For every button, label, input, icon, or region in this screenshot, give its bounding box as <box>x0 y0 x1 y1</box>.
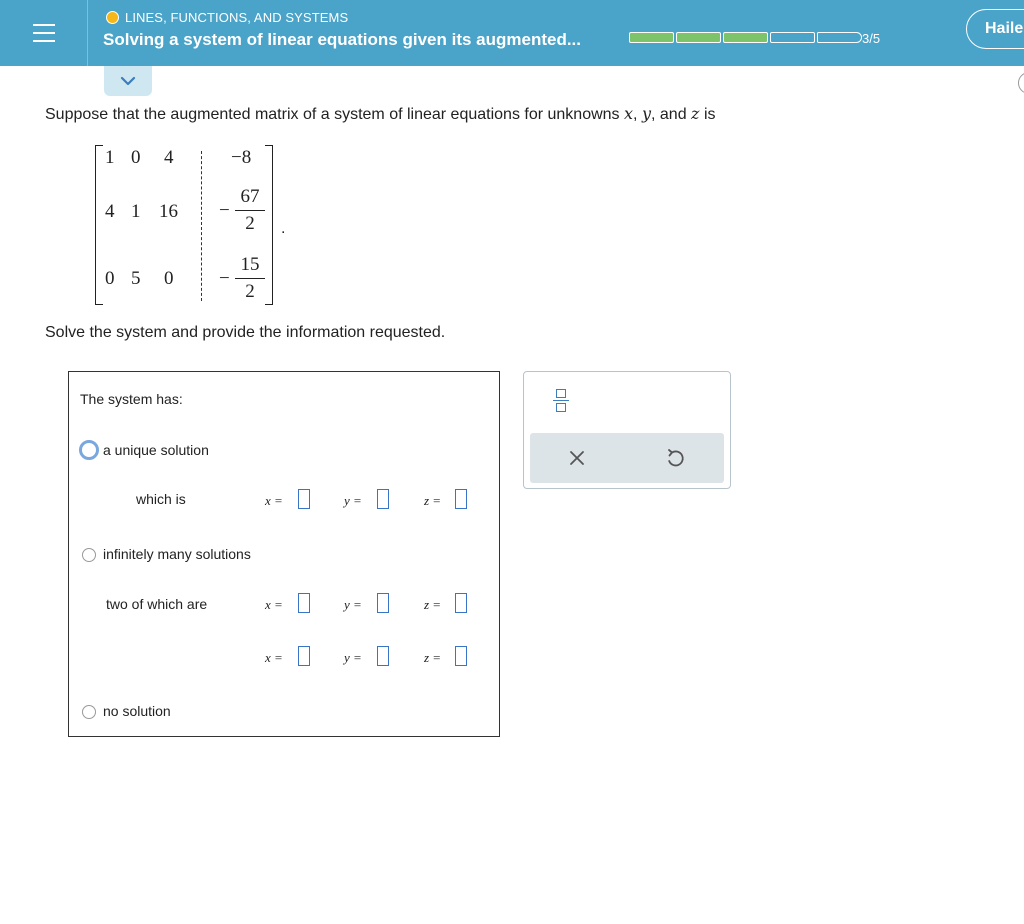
user-menu-button[interactable]: Haile <box>966 9 1024 49</box>
progress-segment <box>723 32 768 43</box>
unique-x-input[interactable] <box>298 489 310 509</box>
answer-panel <box>68 371 500 737</box>
progress-segment <box>817 32 862 43</box>
side-panel-toggle[interactable] <box>1018 72 1024 94</box>
matrix-aug-sign: − <box>219 268 230 289</box>
y-equals-label: y = <box>344 493 362 508</box>
progress-count: 3/5 <box>862 31 881 46</box>
close-icon <box>565 446 589 470</box>
which-is-label: which is <box>136 491 186 507</box>
y-equals-label: y = <box>344 650 362 665</box>
y-equals-label: y = <box>344 597 362 612</box>
matrix-cell: 0 <box>164 268 174 289</box>
fraction-numerator: 15 <box>240 254 260 275</box>
matrix-aug-cell: −8 <box>231 147 252 168</box>
instruction: Solve the system and provide the information requested. <box>45 324 446 341</box>
matrix-cell: 0 <box>105 268 115 289</box>
var-y: y <box>641 104 651 123</box>
z-equals-label: z = <box>424 650 442 665</box>
matrix-cell: 5 <box>131 268 141 289</box>
radio-no-solution[interactable] <box>82 705 96 719</box>
matrix-cell: 1 <box>131 201 141 222</box>
top-bar <box>0 0 1024 66</box>
matrix-cell: 0 <box>131 147 141 168</box>
two-of-which-label: two of which are <box>106 596 208 612</box>
matrix-cell: 4 <box>164 147 174 168</box>
progress-segment <box>676 32 721 43</box>
matrix-bracket-left <box>95 145 103 305</box>
unique-y-input[interactable] <box>377 489 389 509</box>
z-equals-label: z = <box>424 493 442 508</box>
chevron-down-icon <box>120 76 136 86</box>
undo-icon <box>663 446 687 470</box>
infinite-z2-input[interactable] <box>455 646 467 666</box>
topic-status-icon <box>106 11 119 24</box>
var-x: x <box>624 104 634 123</box>
page-title: Solving a system of linear equations given its augmented... <box>103 30 582 49</box>
matrix-cell: 16 <box>159 201 178 222</box>
progress-bar <box>629 32 864 43</box>
matrix-aug-sign: − <box>219 200 230 221</box>
fraction-denominator: 2 <box>245 213 255 234</box>
answer-heading: The system has: <box>80 391 183 407</box>
matrix-cell: 1 <box>105 147 115 168</box>
var-z: z <box>691 104 700 123</box>
menu-button[interactable] <box>0 0 88 66</box>
infinite-z1-input[interactable] <box>455 593 467 613</box>
option-label-none: no solution <box>103 703 171 719</box>
unique-z-input[interactable] <box>455 489 467 509</box>
hamburger-icon <box>33 21 55 45</box>
matrix-cell: 4 <box>105 201 115 222</box>
infinite-y2-input[interactable] <box>377 646 389 666</box>
question-intro <box>45 104 716 124</box>
collapse-header-button[interactable] <box>104 66 152 96</box>
augment-divider <box>201 151 202 301</box>
fraction-denominator: 2 <box>245 281 255 302</box>
undo-button[interactable] <box>663 446 687 470</box>
option-label-infinite: infinitely many solutions <box>103 546 251 562</box>
infinite-y1-input[interactable] <box>377 593 389 613</box>
progress-segment <box>629 32 674 43</box>
fraction-icon[interactable] <box>553 389 569 419</box>
radio-infinitely-many[interactable] <box>82 548 96 562</box>
matrix-period: . <box>281 220 286 237</box>
radio-unique-solution[interactable] <box>79 440 99 460</box>
x-equals-label: x = <box>265 597 283 612</box>
tool-action-bar <box>530 433 724 483</box>
z-equals-label: z = <box>424 597 442 612</box>
augmented-matrix <box>95 145 280 305</box>
matrix-bracket-right <box>265 145 273 305</box>
fraction-bar <box>235 210 265 211</box>
infinite-x2-input[interactable] <box>298 646 310 666</box>
sep: , <box>633 106 638 123</box>
fraction-bar <box>235 278 265 279</box>
intro-suffix: is <box>703 106 716 123</box>
matrix-aug-fraction <box>235 186 265 235</box>
x-equals-label: x = <box>265 493 283 508</box>
infinite-x1-input[interactable] <box>298 593 310 613</box>
progress-segment <box>770 32 815 43</box>
intro-prefix: Suppose that the augmented matrix of a system of linear equations for unknowns <box>45 106 620 123</box>
x-equals-label: x = <box>265 650 283 665</box>
fraction-numerator: 67 <box>240 186 260 207</box>
matrix-aug-fraction <box>235 254 265 303</box>
sep: , and <box>651 106 687 123</box>
option-label-unique: a unique solution <box>103 442 209 458</box>
clear-button[interactable] <box>565 446 589 470</box>
topic-label: LINES, FUNCTIONS, AND SYSTEMS <box>125 10 349 25</box>
